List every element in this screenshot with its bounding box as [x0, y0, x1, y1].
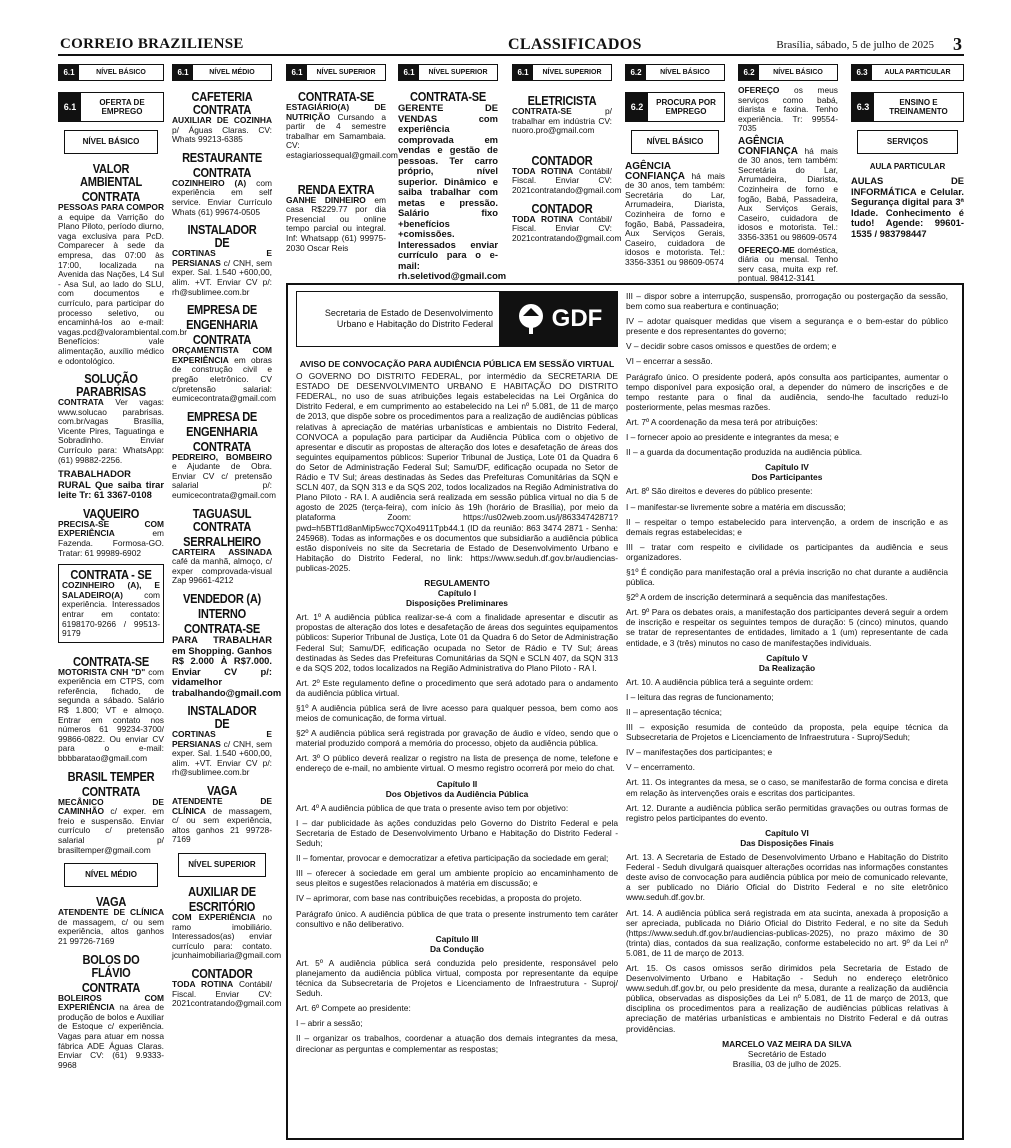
article-item: II – organizar os trabalhos, coordenar a atuação dos demais integrantes da mesa, direcionar as perguntas e complementar as respostas;	[296, 1033, 618, 1054]
category-header	[58, 92, 164, 122]
article-item: II – fomentar, provocar e democratizar a efetiva participação da sociedade em geral;	[296, 853, 609, 864]
level-label: NÍVEL BÁSICO	[64, 130, 158, 154]
ad-title: CONTRATA-SE	[410, 89, 486, 104]
notice-title: AVISO DE CONVOCAÇÃO PARA AUDIÊNCIA PÚBLICA EM SESSÃO VIRTUAL	[299, 359, 615, 369]
column-8	[851, 86, 964, 276]
ad-title: VAQUEIRO	[82, 505, 140, 521]
tree-icon	[514, 302, 548, 336]
ad-title: VAGA	[95, 894, 127, 910]
section-title: CLASSIFICADOS	[508, 36, 642, 53]
tab-label: NÍVEL SUPERIOR	[542, 69, 602, 76]
article: Art. 10. A audiência pública terá a seguinte ordem:	[626, 676, 814, 687]
ad-title: ENGENHARIA	[186, 423, 258, 439]
article: Art. 7º A coordenação da mesa terá por atribuições:	[626, 416, 818, 427]
article-item: I – abrir a sessão;	[296, 1018, 363, 1029]
page-header	[58, 34, 964, 56]
article-item: I – leitura das regras de funcionamento;	[626, 691, 774, 702]
classified-ad	[172, 730, 272, 778]
boxed-ad	[58, 564, 164, 643]
article-item: IV – adotar quaisquer medidas que visem a segurança e o bem-estar do público presente e dos representantes do governo;	[626, 316, 948, 337]
classified-ad	[62, 581, 160, 639]
notice-left-column	[296, 291, 618, 1059]
ad-text: c/ CNH, sem exper. Sal. 1.540 +600,00, alim. +VT. Enviar CV p/: rh@sublimee.com.br	[172, 257, 273, 297]
ad-title: INSTALADOR DE	[187, 703, 257, 732]
tab-label: NÍVEL BÁSICO	[773, 69, 823, 76]
article-item: II – apresentação técnica;	[626, 707, 722, 717]
article: Art. 11. Os integrantes da mesa, se o caso, se manifestarão de forma concisa e direta em relação às intervenções orais e escritas dos participantes.	[626, 777, 948, 798]
category-code: 6.3	[852, 93, 874, 121]
article-paragraph: §1º A audiência pública será de livre acesso para qualquer pessoa, bem como aos meios de comunicação, de forma virtual.	[296, 703, 618, 724]
ad-text: no ramo imobiliário. Interessados(as) enviar currículo para: contato. jcunhaimobiliaria@gmail.com	[172, 911, 282, 961]
level-label: NÍVEL MÉDIO	[64, 863, 158, 887]
category-header	[625, 92, 725, 122]
ad-lead: ORÇAMENTISTA COM EXPERIÊNCIA	[172, 345, 272, 365]
column-4	[398, 86, 507, 281]
newspaper-brand: CORREIO BRAZILIENSE	[60, 36, 244, 52]
article: Art. 8º São direitos e deveres do público presente:	[626, 486, 813, 497]
category-label: OFERTA DE EMPREGO	[99, 98, 145, 116]
tab-nivel-medio	[172, 64, 272, 81]
article: Art. 3º O público deverá realizar o registro na lista de presença de nome, telefone e endereço de e-mail, no ambiente virtual. O mesmo registro ocorrerá por meio do chat.	[296, 753, 618, 774]
article: Art. 15. Os casos omissos serão dirimidos pela Secretaria de Estado de Desenvolvimento Urbano e Habitação - Seduh no endereço eletrônico www.seduh.df.gov.br, ou pelo presidente da mesa, durante a realização da audiência pública, observadas as disposições da Lei nº 5.081, de 11 de março de 2013, que disciplina os procedimentos para a realização de audiências públicas relativas à apreciação de matérias urbanísticas e ambientais no Distrito Federal e dá outras providências.	[626, 962, 948, 1034]
page-number: 3	[953, 34, 962, 54]
classified-ad	[58, 798, 164, 856]
article: Art. 1º A audiência pública realizar-se-á com a finalidade apresentar e discutir as propostas de alteração dos lotes e desafetação de áreas dos seguintes equipamentos públicos: Superior Tribunal de Justiça, Lote 01 da Quadra 6 do Setor de Administração Federal Sul; Samu/DF, edificação ocupada no Setor de Rádio e TV Sul; áreas destinadas às Sedes das Prefeituras Comunitárias da SQN e SCLN 407, da SQN 313 e da SQS 202, todos localizados na Região Administrativa do Plano Piloto - RA I.	[296, 612, 618, 673]
notice-intro: O GOVERNO DO DISTRITO FEDERAL, por intermédio da SECRETARIA DE ESTADO DE DESENVOLVIMENTO URBANO E HABITAÇÃO DO DISTRITO FEDERAL, no uso de suas atribuições legais estabelecidas na Lei Orgânica do Distrito Federal, e em cumprimento ao estabelecido na Lei nº 5.081, de 11 de março de 2013, que dispõe sobre os procedimentos para a realização de audiências públicas relativas à apreciação de matérias urbanísticas e ambientais no Distrito Federal, CONVOCA a população para participar da Audiência Pública com o objetivo de apresentar e discutir as propostas de alteração dos lotes e desafetação de áreas dos seguintes equipamentos públicos: Superior Tribunal de Justiça, Lote 01 da Quadra 6 do Setor de Administração Federal Sul; Samu/DF, edificação ocupada no Setor de Rádio e TV Sul; áreas destinadas às Sedes das Prefeituras Comunitárias da SQN e SCLN 407, da SQN 313 e da SQS 202, todos localizados na Região Administrativa do Plano Piloto - RA I. A audiência será realizada em sessão pública virtual no dia 5 de agosto de 2025 (terça-feira), com início às 19h (horário de Brasília), por meio da plataforma Zoom: https://us02web.zoom.us/j/86334742871?pwd=h5BTf1d8anMip5wcc7QXo4911Tpb44.1 (ID da reunião: 863 3474 2871 - Senha: 245968). Todas as informações e os documentos que subsidiarão a audiência pública estão disponíveis no site da Secretaria de Estado de Desenvolvimento Urbano e Habitação do Distrito Federal, no link: https://www.seduh.df.gov.br/audiencias-publicas-2025.	[296, 371, 618, 573]
ad-title: ENGENHARIA	[186, 317, 258, 333]
ad-title: TAGUASUL CONTRATA	[192, 505, 252, 534]
ad-title: CONTRATA	[192, 438, 252, 454]
ad-title: EMPRESA DE	[186, 408, 258, 424]
tab-code: 6.1	[59, 65, 79, 80]
ad-text: de massagem, c/ ou sem experiência, altos ganhos 21 99726-7169	[58, 916, 164, 946]
classified-ad	[58, 398, 164, 465]
classified-ad	[512, 213, 622, 244]
ad-text: os meus serviços como babá, diarista e faxina. Tenho experiência. Tr: 99554-7035	[738, 85, 838, 134]
ad-lead: COZINHEIRO (A), E SALADEIRO(A)	[62, 580, 160, 600]
ad-lead: MECÂNICO DE CAMINHÃO	[58, 796, 164, 817]
chapter-title: Da Realização	[758, 662, 816, 673]
tab-nivel-superior	[286, 64, 386, 81]
gdf-logo-banner	[296, 291, 618, 347]
ad-text: de massagem, c/ ou sem experiência, altos ganhos 21 99728-7169	[172, 805, 272, 845]
ad-text: em Fazenda. Formosa-GO. Tratar: 61 99989-6902	[58, 528, 164, 558]
classified-ad	[512, 165, 622, 196]
chapter-heading: Capítulo VI	[765, 827, 809, 838]
ad-title: VENDEDOR (A)	[183, 591, 261, 607]
tab-nivel-superior	[398, 64, 498, 81]
classified-ad	[172, 548, 272, 586]
ad-lead: COM EXPERIÊNCIA	[172, 911, 256, 922]
ad-text: c/ CNH, sem exper. Sal. 1.540 +600,00, alim. +VT. Enviar CV p/: rh@sublimee.com.br	[172, 738, 273, 778]
column-3	[286, 86, 398, 276]
ad-lead: CONTRATA-SE	[512, 106, 572, 116]
ad-title: CONTRATA-SE	[184, 621, 260, 637]
column-1	[58, 86, 188, 1142]
article-item: IV – aprimorar, com base nas contribuições recebidas, a proposta do projeto.	[296, 893, 582, 904]
ad-title: CONTADOR	[531, 200, 593, 216]
ad-lead: MOTORISTA CNH "D"	[58, 666, 146, 677]
tab-aula-particular	[851, 64, 964, 81]
classified-ad	[58, 908, 164, 946]
classified-ad	[172, 249, 272, 297]
ad-text: em obras de construção civil e pregão eletrônico. CV c/pretensão salarial: eumicecontrata@gmail.com	[172, 354, 276, 404]
chapter-heading: Capítulo V	[766, 652, 808, 663]
classified-ad	[172, 797, 272, 845]
ad-title: CONTRATA	[81, 783, 141, 799]
ad-text: c/ exper. em freio e suspensão. Enviar currículo c/ pretensão salarial p/ brasiltemper@gmail.com	[58, 806, 164, 855]
classified-ad	[172, 345, 276, 404]
gdf-logo	[499, 291, 617, 347]
ad-lead: TODA ROTINA	[512, 165, 574, 176]
tab-nivel-basico	[625, 64, 725, 81]
classified-ad	[58, 202, 188, 366]
tab-code: 6.1	[173, 65, 193, 80]
article-item: I – fornecer apoio ao presidente e integrantes da mesa; e	[626, 432, 839, 443]
category-header	[851, 92, 964, 122]
ad-text: com experiência em self service. Enviar Currículo Whats (61) 99674-0505	[172, 177, 272, 217]
column-2	[172, 86, 282, 1142]
ad-lead: ESTAGIÁRIO(A) DE NUTRIÇÃO	[286, 102, 386, 122]
ad-text: Ver vagas: www.solucao parabrisas. com.br/vagas Brasília, Vicente Pires, Taguatinga e Sobradinho. Enviar Currículo para: WhatsApp: (61) 99882-2256.	[58, 397, 164, 465]
ad-lead: BOLEIROS COM EXPERIÊNCIA	[58, 992, 164, 1013]
ad-text: Cursando a partir de 4 semestre trabalhar em Samambaia. CV: estagiariossequal@gmail.com	[286, 111, 398, 160]
ad-title: CONTRATA-SE	[298, 89, 374, 104]
chapter-title: Das Disposições Finais	[740, 837, 834, 848]
subcategory-label: AULA PARTICULAR	[869, 162, 946, 171]
ad-title: BOLOS DO FLÁVIO	[82, 951, 140, 980]
classified-ad	[172, 116, 272, 145]
category-code: 6.1	[59, 93, 81, 121]
ad-lead: OFEREÇO	[738, 85, 780, 95]
regulation-heading: REGULAMENTO	[424, 577, 490, 588]
chapter-heading: Capítulo III	[435, 933, 479, 944]
article-item: I – dar publicidade às ações conduzidas pelo Governo do Distrito Federal e pela Secretaria de Estado de Desenvolvimento Urbano e Habitação do Distrito Federal - Seduh;	[296, 817, 618, 849]
ad-title: CAFETERIA CONTRATA	[191, 89, 253, 117]
classified-ad	[286, 196, 386, 254]
ad-lead: AUXILIAR DE COZINHA	[172, 115, 272, 125]
article-paragraph: Parágrafo único. A audiência pública de que trata o presente instrumento tem caráter consultivo e não deliberativo.	[296, 908, 618, 929]
tab-nivel-superior	[512, 64, 612, 81]
classified-ad: AULAS DE INFORMÁTICA e Celular. Segurança digital para 3ª Idade. Conhecimento é tudo! Agende: 99601-1535 / 983798447	[851, 175, 964, 239]
ad-text: com experiência em CTPS, com referência, fichado, de segunda a sábado. Salário R$ 1.800; VT e almoço. Entrar em contato nos números 61 99234-3700/ 99866-0822. Ou enviar CV para o e-mail: bbbbaratao@gmail.com	[58, 666, 165, 764]
ad-lead: GANHE DINHEIRO	[286, 194, 366, 205]
tab-code: 6.1	[399, 65, 419, 80]
article-item: III – oferecer à sociedade em geral um ambiente propício ao encaminhamento de seus pleitos e sugestões relacionados à matéria em discussão; e	[296, 868, 618, 889]
classified-ad	[172, 179, 272, 217]
classified-ad	[738, 246, 838, 284]
classified-ad: TRABALHADOR RURAL Que saiba tirar leite Tr: 61 3367-0108	[58, 468, 164, 501]
ad-lead: PEDREIRO, BOMBEIRO	[172, 451, 272, 462]
category-label: PROCURA POR EMPREGO	[656, 98, 716, 116]
ad-title: CONTADOR	[191, 965, 253, 981]
article: Art. 6º Compete ao presidente:	[296, 1003, 411, 1014]
ad-lead: CARTEIRA ASSINADA	[172, 546, 272, 557]
signatory-name: MARCELO VAZ MEIRA DA SILVA	[722, 1038, 852, 1049]
article-item: VI – encerrar a sessão.	[626, 356, 713, 367]
article-item: V – encerramento.	[626, 762, 695, 773]
classified-ad	[738, 86, 838, 134]
classified-ad	[738, 137, 838, 243]
tab-code: 6.1	[513, 65, 533, 80]
tab-label: AULA PARTICULAR	[884, 69, 951, 76]
classified-ad	[512, 107, 612, 136]
signature-date: Brasília, 03 de julho de 2025.	[732, 1058, 842, 1069]
category-code: 6.2	[626, 93, 648, 121]
ad-text: há mais de 30 anos, tem também: Secretária do Lar, Arrumadeira, Diarista, Cozinheira de forno e fogão, Babá, Passadeira, Aux Serviços Gerais, Caseiro, cuidadora de idosos e motorista. Tel.: 3356-3351 ou 98609-0574	[738, 145, 838, 242]
tab-code: 6.2	[739, 65, 759, 80]
tab-code: 6.3	[852, 65, 872, 80]
article-item: I – manifestar-se livremente sobre a matéria em discussão;	[626, 501, 846, 512]
ad-text: com experiência. Interessados entrar em contato: 6198170-9266 / 99513-9179	[62, 589, 160, 639]
ad-title: CONTRATA-SE	[73, 653, 149, 669]
ad-lead: CORTINAS E PERSIANAS	[172, 248, 272, 268]
article-paragraph: §2º A audiência pública será registrada por gravação de áudio e vídeo, sendo que o material produzido comporá a memória do processo, objeto da audiência pública.	[296, 728, 618, 749]
ad-text: e Ajudante de Obra. Enviar CV c/ pretensão salarial p/: eumicecontrata@gmail.com	[172, 461, 276, 501]
ad-text: café da manhã, almoço, c/ exper comprovada-visual Zap 99661-4212	[172, 556, 272, 586]
tab-label: NÍVEL BÁSICO	[96, 69, 146, 76]
ad-text: p/ trabalhar em indústria CV: nuoro.pro@gmail.com	[512, 106, 612, 136]
article-item: V – decidir sobre casos omissos e questões de ordem; e	[626, 341, 837, 352]
chapter-heading: Capítulo IV	[765, 462, 809, 473]
article-paragraph: §1º É condição para manifestação oral a prévia inscrição no chat durante a audiência pública.	[626, 566, 948, 588]
ad-text: p/ Águas Claras. CV: Whats 99213-6385	[172, 124, 272, 145]
ad-text: Contábil/ Fiscal. Enviar CV: 2021contratando@gmail.com	[172, 978, 282, 1009]
ad-text: na área de produção de bolos e Auxiliar de Estoque c/ experiência. Vagas para atuar em nossa fábrica ADE Águas Claras. Enviar CV: (61) 9.9333-9968	[58, 1002, 164, 1070]
ad-lead: PESSOAS PARA COMPOR	[58, 202, 164, 212]
ad-title: SERRALHEIRO	[183, 533, 261, 549]
article: Art. 5º A audiência pública será conduzida pelo presidente, responsável pelo planejamento da audiência pública virtual, composta por representante da equipe técnica da Subsecretaria de Projetos e Licenciamento de Infraestrutura - Suproj/ Seduh.	[296, 957, 618, 999]
classified-ad	[172, 451, 276, 501]
ad-title: SOLUÇÃO PARABRISAS	[76, 371, 146, 400]
ad-title: CONTADOR	[531, 152, 593, 168]
chapter-title: Dos Participantes	[751, 472, 823, 483]
article-item: II – a guarda da documentação produzida na audiência pública.	[626, 447, 863, 458]
chapter-title: Da Condução	[430, 943, 484, 954]
classified-ad	[286, 102, 398, 161]
tab-label: NÍVEL SUPERIOR	[316, 69, 376, 76]
ad-title: ESCRITÓRIO	[188, 898, 256, 914]
tab-code: 6.2	[626, 65, 646, 80]
ad-title: CONTRATA	[81, 189, 141, 204]
column-5	[512, 86, 622, 276]
classified-ad	[172, 911, 282, 961]
tab-label: NÍVEL BÁSICO	[660, 69, 710, 76]
classified-ad: PARA TRABALHAR em Shopping. Ganhos R$ 2.000 À R$7.000. Enviar CV p/: vidamelhor trabalhando@gmail.com	[172, 634, 282, 698]
classified-ad	[58, 520, 164, 558]
tab-code: 6.1	[287, 65, 307, 80]
ad-title: RENDA EXTRA	[297, 181, 375, 197]
article-item: III – exposição resumida de conteúdo da proposta, pela equipe técnica da Subsecretaria de Projetos e Licenciamento de Infraestrutura - Suproj/Seduh;	[626, 722, 948, 743]
ad-text: há mais de 30 anos, tem também: Secretária do Lar, Arrumadeira, Diarista, Cozinheira de forno e fogão, Babá, Passadeira, Aux Serviços Gerais, Caseiro, cuidadora de idosos e motorista. Tel.: 3356-3351 ou 98609-0574	[625, 170, 725, 267]
public-notice	[286, 283, 964, 1140]
ad-title: VALOR AMBIENTAL	[80, 161, 142, 189]
ad-title: EMPRESA DE	[186, 302, 258, 318]
organization-name: Secretaria de Estado de Desenvolvimento Urbano e Habitação do Distrito Federal	[324, 308, 493, 329]
classified-ad	[625, 162, 725, 268]
classified-ad	[58, 668, 164, 764]
classified-ad: GERENTE DE VENDAS com experiência comprovada em vendas e gestão de pessoas. Ter carro próprio, nível superior. Dinâmico e saiba trabalhar com metas e pressão. Salário fixo +benefícios +comissões. Interessados enviar currículo para o e-mail: rh.seletivod@gmail.com	[398, 102, 507, 281]
ad-lead: CONTRATA	[58, 397, 104, 408]
ad-title: CONTRATA	[192, 164, 252, 180]
ad-title: ELETRICISTA	[527, 93, 597, 108]
chapter-heading: Capítulo II	[436, 778, 478, 789]
ad-title: CONTRATA - SE	[70, 567, 152, 583]
level-label: NÍVEL BÁSICO	[631, 130, 719, 154]
article: Art. 9º Para os debates orais, a manifestação dos participantes deverá seguir a ordem de inscrição e respeitar os seguintes tempos de duração: 5 (cinco) minutos, quando se tratar de representantes de entidades, limitado a 1 (um) representante de cada entidade, e 3 (três) minutos no caso de manifestações individuais.	[626, 607, 948, 648]
ad-title: AUXILIAR DE	[188, 883, 256, 899]
notice-right-column	[626, 291, 948, 1069]
article-item: III – tratar com respeito e civilidade os participantes da audiência e seus organizadores.	[626, 541, 948, 562]
ad-title: CONTRATA	[192, 332, 252, 348]
ad-title: INSTALADOR DE	[187, 222, 257, 251]
column-6	[625, 86, 725, 276]
column-7	[738, 85, 838, 284]
article: Art. 4º A audiência pública de que trata o presente aviso tem por objetivo:	[296, 802, 569, 813]
ad-lead: TODA ROTINA	[512, 213, 574, 224]
article-item: III – dispor sobre a interrupção, suspensão, prorrogação ou postergação da sessão, bem como sua reabertura e continuação;	[626, 291, 948, 312]
ad-title: VAGA	[206, 783, 238, 798]
ad-lead: AGÊNCIA CONFIANÇA	[625, 161, 685, 182]
category-label: ENSINO E TREINAMENTO	[889, 98, 948, 116]
ad-lead: CORTINAS E PERSIANAS	[172, 729, 272, 749]
ad-text: a equipe da Varrição do Plano Piloto, período diurno, vaga exclusiva para PcD. Comparecer à sede da empresa, das 07:00 às 17:00, localizada na Avenida das Nações, L4 Sul - Asa Sul, ao lado do SLU, com documentos e currículo, para participar do processo seletivo, ou encaminhá-los ao e-mail: vagas.pcd@valorambiental.com.br Benefícios: vale alimentação, auxílio médico e odontológico.	[58, 211, 188, 366]
ad-lead: OFEREÇO-ME	[738, 244, 795, 255]
ad-title: INTERNO	[198, 606, 246, 622]
chapter-title: Dos Objetivos da Audiência Pública	[385, 788, 529, 799]
services-label: SERVIÇOS	[857, 130, 958, 154]
article-paragraph: §2º A ordem de inscrição determinará a sequência das manifestações.	[626, 592, 888, 603]
article-item: IV – manifestações dos participantes; e	[626, 747, 773, 758]
level-label: NÍVEL SUPERIOR	[178, 853, 266, 877]
article: Art. 14. A audiência pública será registrada em ata sucinta, anexada à proposição a ser apreciada, publicada no Diário Oficial do Distrito Federal, e no site da Seduh (https://www.seduh.df.gov.br/audiencias-publicas-2025), no prazo máximo de 30 (trinta) dias, contados da sua realização, conforme estabelecido no art. 9º da Lei nº 5.081, de 11 de março de 2013.	[626, 907, 948, 958]
ad-title: BRASIL TEMPER	[67, 768, 155, 784]
tab-label: NÍVEL SUPERIOR	[428, 69, 488, 76]
classified-ad	[58, 994, 164, 1071]
tab-nivel-basico	[58, 64, 164, 81]
ad-lead: COZINHEIRO (A)	[172, 177, 247, 188]
dateline: Brasília, sábado, 5 de julho de 2025	[776, 39, 934, 51]
classified-ad	[172, 978, 282, 1009]
article-paragraph: Parágrafo único. O presidente poderá, após consulta aos participantes, aumentar o tempo disponível para exposição oral, a depender do número de inscrições e de tempo restante para o final da audiência, sendo-lhe facultado reduzi-lo posteriormente, pelas mesmas razões.	[626, 371, 948, 412]
chapter-heading: Capítulo I	[437, 588, 477, 599]
ad-lead: AGÊNCIA CONFIANÇA	[738, 135, 798, 157]
article: Art. 13. A Secretaria de Estado de Desenvolvimento Urbano e Habitação do Distrito Federal - Seduh divulgará quaisquer alterações ocorridas nas informações constantes deste aviso de convocação para audiência pública por meio de comunicado relevante, a ser publicado no Diário Oficial do Distrito Federal e no site eletrônico www.seduh.df.gov.br.	[626, 852, 948, 903]
ad-title: RESTAURANTE	[182, 149, 262, 165]
ad-lead: PRECISA-SE COM EXPERIÊNCIA	[58, 518, 164, 539]
ad-title: CONTRATA	[81, 979, 141, 995]
ad-text: Contábil/ Fiscal. Enviar CV: 2021contratando@gmail.com	[512, 213, 622, 243]
article: Art. 12. Durante a audiência pública serão permitidas gravações ou outras formas de registro pelos participantes do evento.	[626, 802, 948, 823]
tab-label: NÍVEL MÉDIO	[209, 69, 255, 76]
article-item: II – respeitar o tempo estabelecido para intervenção, a ordem de inscrição e as demais regras estabelecidas; e	[626, 516, 948, 537]
article: Art. 2º Este regulamento define o procedimento que será adotado para o andamento da audiência pública virtual.	[296, 677, 618, 698]
signatory-role: Secretário de Estado	[747, 1048, 827, 1059]
ad-lead: ATENDENTE DE CLÍNICA	[58, 907, 164, 918]
ad-lead: ATENDENTE DE CLÍNICA	[172, 796, 272, 816]
gdf-logo-text: GDF	[551, 304, 603, 332]
chapter-title: Disposições Preliminares	[406, 598, 508, 609]
ad-text: em casa R$229.77 por dia Presencial ou online tempo parcial ou integral. Inf: Whatsapp (61) 99975-2030 Oscar Reis	[286, 194, 386, 253]
tab-nivel-basico	[738, 64, 838, 81]
ad-lead: TODA ROTINA	[172, 978, 234, 989]
ad-text: Contábil/ Fiscal. Enviar CV: 2021contratando@gmail.com	[512, 165, 622, 195]
ad-text: doméstica, diária ou mensal. Tenho serv casa, muita exp ref. pontual. 98412-3141	[738, 244, 838, 284]
